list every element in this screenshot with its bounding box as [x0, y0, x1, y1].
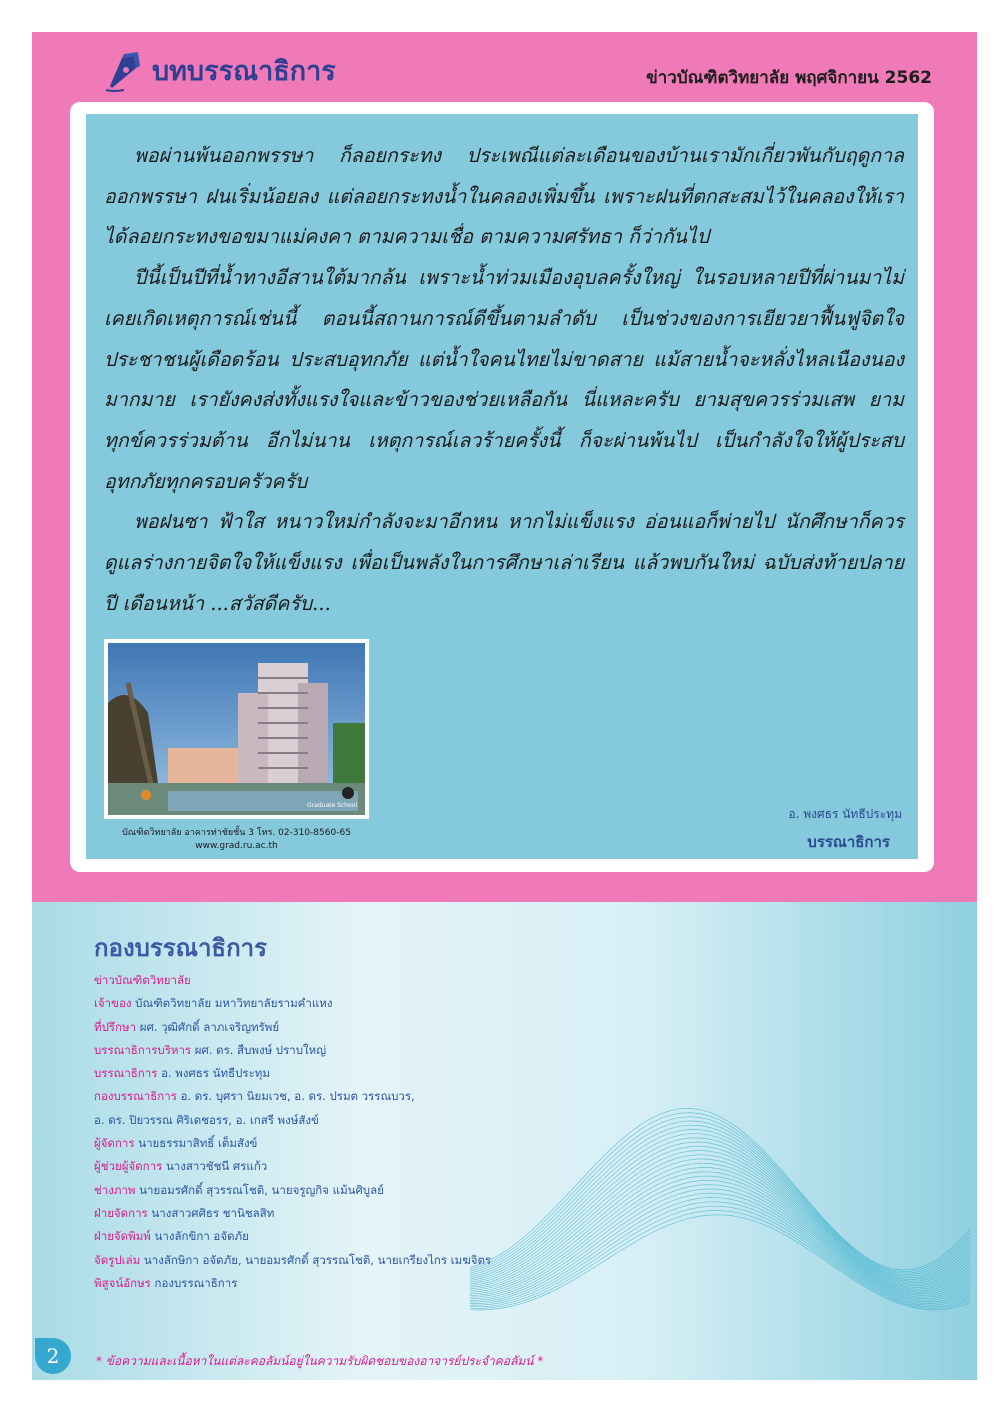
credit-line: กองบรรณาธิการ อ. ดร. บุศรา นิยมเวช, อ. ดร. ปรมต วรรณบวร,	[94, 1089, 415, 1104]
credit-line: ฝ่ายจัดการ นางสาวศศิธร ชานิชลสิท	[94, 1205, 275, 1220]
decorative-wave	[470, 980, 970, 1340]
credit-line: ข่าวบัณฑิตวิทยาลัย	[94, 973, 191, 987]
building-image	[108, 643, 365, 815]
page-number: 2	[35, 1338, 71, 1374]
credit-line: ผู้จัดการ นายธรรมาสิทธิ์ เต็มสังข์	[94, 1136, 258, 1151]
credit-line: จัดรูปเล่ม นางลักษิกา อจัดภัย, นายอมรศักดิ์ สุวรรณโชติ, นายเกรียงไกร เมฆจิตร	[94, 1252, 492, 1267]
column-logo	[100, 44, 336, 96]
author-title: บรรณาธิการ	[807, 833, 890, 851]
photo-caption	[104, 827, 369, 853]
credit-line: ช่างภาพ นายอมรศักดิ์ สุวรรณโชติ, นายจรูญกิจ แม้นศิบูลย์	[94, 1182, 384, 1197]
editorial-body	[104, 136, 904, 624]
board-title: กองบรรณาธิการ	[94, 934, 267, 962]
caption-website: www.grad.ru.ac.th	[195, 841, 278, 851]
author-signature	[788, 805, 902, 854]
credit-line: ผู้ช่วยผู้จัดการ นางสาวชัชนี ศรแก้ว	[94, 1159, 268, 1174]
credit-line: ที่ปรึกษา ผศ. วุฒิศักดิ์ ลาภเจริญทรัพย์	[94, 1019, 280, 1034]
credit-line: เจ้าของ บัณฑิตวิทยาลัย มหาวิทยาลัยรามคำแหง	[94, 996, 333, 1011]
paragraph-2: ปีนี้เป็นปีที่น้ำทางอีสานใต้มากล้น เพราะน้ำท่วมเมืองอุบลครั้งใหญ่ ในรอบหลายปีที่ผ่านมาไม่เคยเกิดเหตุการณ์เช่นนี้ ตอนนี้สถานการณ์ดีขึ้นตามลำดับ เป็นช่วงของการเยียวยาฟื้นฟูจิตใจประชาชนผู้เดือดร้อน ประสบอุทกภัย แต่น้ำใจคนไทยไม่ขาดสาย แม้สายน้ำจะหลั่งไหลเนืองนองมากมาย เรายังคงส่งทั้งแรงใจและข้าวของช่วยเหลือกัน นี่แหละครับ ยามสุขควรร่วมเสพ ยามทุกข์ควรร่วมต้าน อีกไม่นาน เหตุการณ์เลวร้ายครั้งนี้ ก็จะผ่านพ้นไป เป็นกำลังใจให้ผู้ประสบอุทกภัยทุกครอบครัวครับ	[104, 266, 904, 493]
paragraph-3: พอฝนซา ฟ้าใส หนาวใหม่กำลังจะมาอีกหน หากไม่แข็งแรง อ่อนแอก็พ่ายไป นักศึกษาก็ควรดูแลร่างกายจิตใจให้แข็งแรง เพื่อเป็นพลังในการศึกษาเล่าเรียน แล้วพบกันใหม่ ฉบับส่งท้ายปลายปี เดือนหน้า ...สวัสดีครับ...	[104, 510, 904, 615]
pen-nib-icon	[100, 46, 148, 94]
footnote: * ข้อความและเนื้อหาในแต่ละคอลัมน์อยู่ในความรับผิดชอบของอาจารย์ประจำคอลัมน์ *	[96, 1354, 544, 1368]
credit-line: บรรณาธิการ อ. พงศธร นัทธีประทุม	[94, 1066, 270, 1081]
paragraph-1: พอผ่านพ้นออกพรรษา ก็ลอยกระทง ประเพณีแต่ละเดือนของบ้านเรามักเกี่ยวพันกับฤดูกาล ออกพรรษา ฝนเริ่มน้อยลง แต่ลอยกระทงน้ำในคลองเพิ่มขึ้น เพราะฝนที่ตกสะสมไว้ในคลองให้เราได้ลอยกระทงขอขมาแม่คงคา ตามความเชื่อ ตามความศรัทธา ก็ว่ากันไป	[104, 144, 904, 249]
building-photo	[104, 639, 369, 819]
credit-line: อ. ดร. ปิยวรรณ ศิริเดชอรร, อ. เกสรี พงษ์สังข์	[94, 1112, 319, 1127]
caption-address: บัณฑิตวิทยาลัย อาคารท่าชัยชั้น 3 โทร. 02-310-8560-65	[122, 828, 351, 838]
author-name: อ. พงศธร นัทธีประทุม	[788, 807, 902, 821]
column-title: บทบรรณาธิการ	[152, 55, 336, 87]
credit-line: พิสูจน์อักษร กองบรรณาธิการ	[94, 1275, 238, 1290]
issue-date: ข่าวบัณฑิตวิทยาลัย พฤศจิกายน 2562	[646, 68, 932, 88]
photo-watermark: Graduate School	[307, 802, 357, 809]
credit-line: ฝ่ายจัดพิมพ์ นางลักขิกา อจัดภัย	[94, 1229, 249, 1244]
credit-line: บรรณาธิการบริหาร ผศ. ดร. สืบพงษ์ ปราบใหญ่	[94, 1042, 327, 1057]
